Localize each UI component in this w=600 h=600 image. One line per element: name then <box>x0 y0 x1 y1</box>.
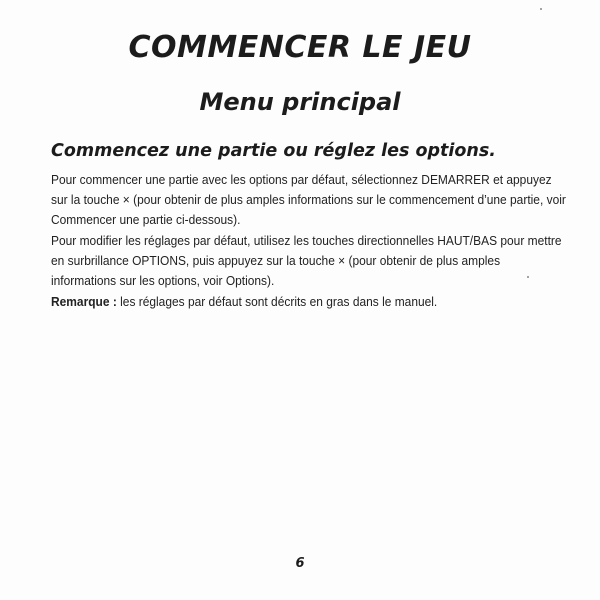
paragraph-modify-settings: Pour modifier les réglages par défaut, utilisez les touches directionnelles HAUT/BAS pour mettre en surbrillance OPTIONS, puis appuyez sur la touche × (pour obtenir de plus amples informations sur les options, voir Options). <box>51 233 562 288</box>
page-title: COMMENCER LE JEU <box>128 30 472 65</box>
scan-speck <box>540 8 542 10</box>
note-label: Remarque : <box>51 294 117 309</box>
scan-speck <box>527 276 529 278</box>
note-text: les réglages par défaut sont décrits en gras dans le manuel. <box>116 294 438 309</box>
paragraph-start-game: Pour commencer une partie avec les options par défaut, sélectionnez DEMARRER et appuyez sur la touche × (pour obtenir de plus amples informations sur le commencement d’une partie, voir Commencer une partie ci-dessous). <box>51 172 566 227</box>
page-subtitle: Menu principal <box>199 88 401 116</box>
page-number: 6 <box>295 556 305 571</box>
paragraph-note <box>51 292 566 312</box>
section-heading: Commencez une partie ou réglez les options. <box>51 141 496 161</box>
